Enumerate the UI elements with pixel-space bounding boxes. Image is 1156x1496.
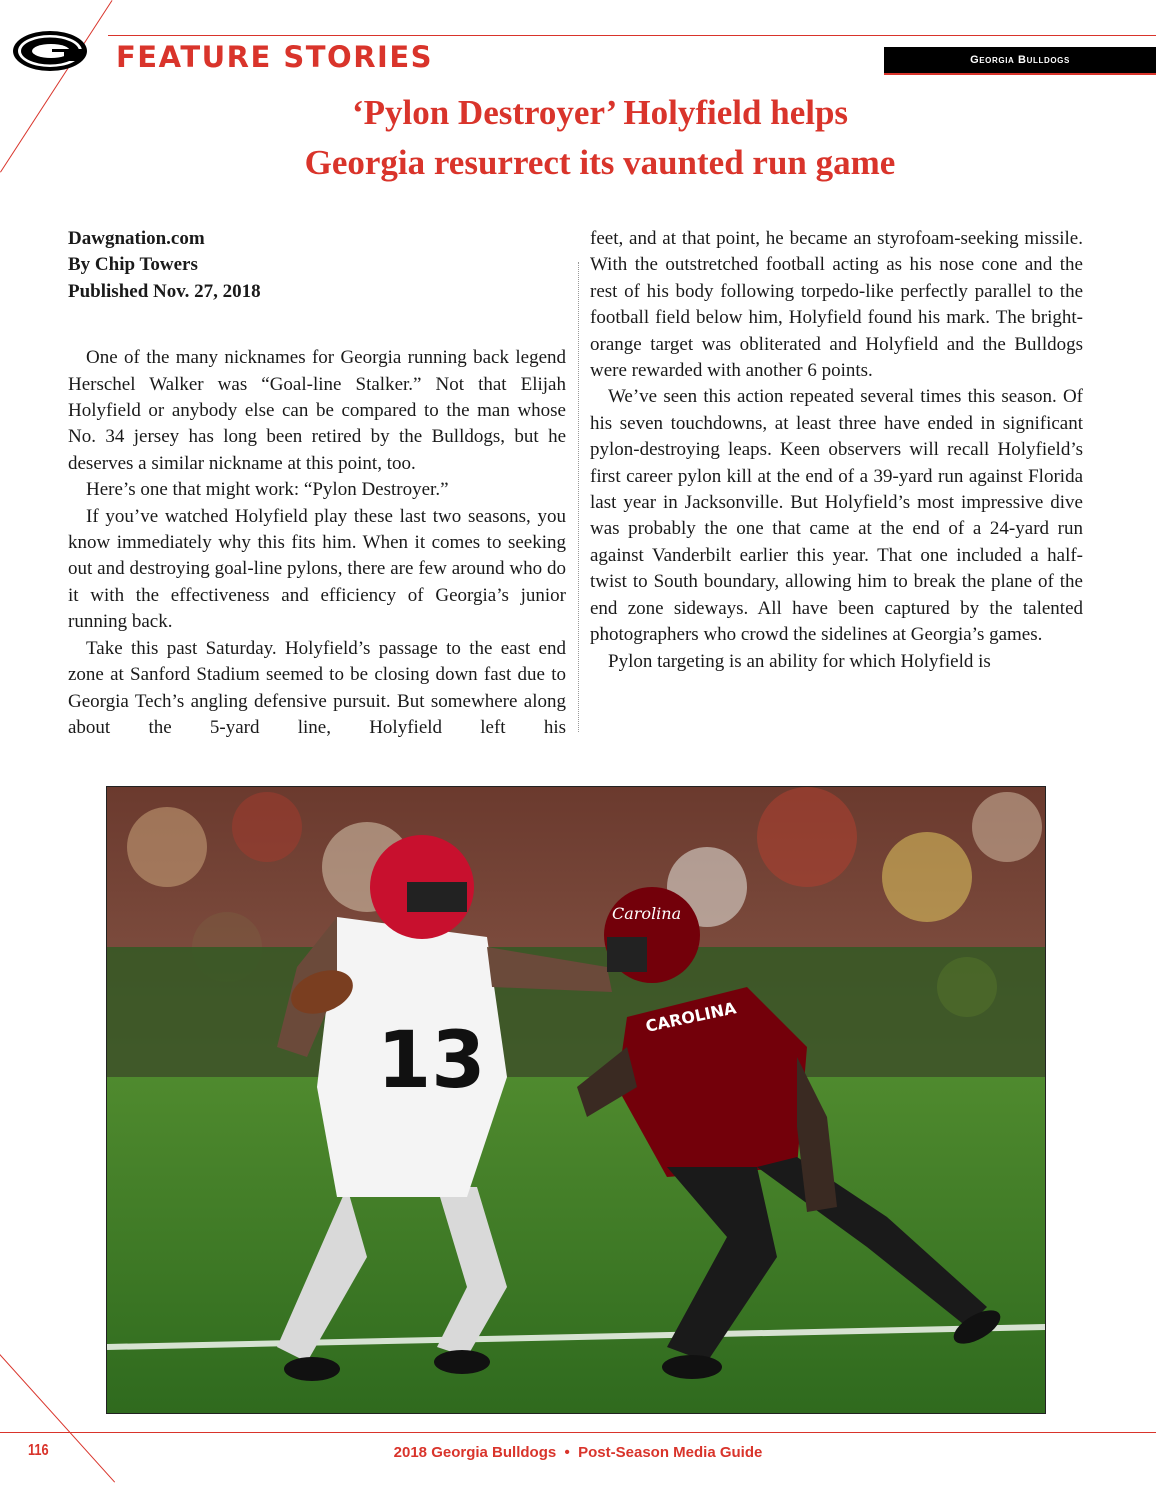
section-title: FEATURE STORIES	[116, 40, 434, 74]
headline-line-1: ‘Pylon Destroyer’ Holyfield helps	[351, 93, 849, 132]
game-photo	[106, 786, 1046, 1414]
byline-source: Dawgnation.com	[68, 228, 205, 249]
byline-author: By Chip Towers	[68, 254, 198, 276]
paragraph: One of the many nicknames for Georgia running back legend Herschel Walker was “Goal-line Stalker.” Not that Elijah Holyfield or anybody else can be compared to the man whose No. 34 jersey has long been retired by the Bulldogs, but he deserves a similar nickname at this point, too.	[68, 347, 566, 474]
defender-helmet-text: Carolina	[612, 904, 682, 923]
game-photo-illustration	[107, 787, 1046, 1414]
corner-accent-line-bottom	[0, 1354, 115, 1482]
georgia-g-logo-icon	[12, 30, 88, 72]
paragraph: If you’ve watched Holyfield play these last two seasons, you know immediately why this fits him. When it comes to seeking out and destroying goal-line pylons, there are few around who do it with the effectiveness and efficiency of Georgia’s junior running back.	[68, 505, 566, 633]
paragraph: We’ve seen this action repeated several times this season. Of his seven touchdowns, at least three have ended in significant pylon-destroying leaps. Keen observers will recall Holyfield’s first career pylon kill at the end of a 39-yard run against Florida last year in Jacksonville. But Holyfield’s most impressive dive was probably the one that came at the end of a 24-yard run against Vanderbilt earlier this year. That one included a half-twist to South boundary, allowing him to break the plane of the end zone sideways. All have been captured by the talented photographers who crowd the sidelines at Georgia’s games.	[590, 386, 1083, 646]
paragraph: Pylon targeting is an ability for which Holyfield is	[608, 650, 991, 672]
footer-text: 2018 Georgia Bulldogs • Post-Season Media Guide	[393, 1444, 763, 1461]
paragraph-continuation: feet, and at that point, he became an styrofoam-seeking missile. With the outstretched football acting as his nose cone and the rest of his body following torpedo-like perfectly parallel to the football field below him, Holyfield found his mark. The bright-orange target was obliterated and Holyfield and the Bulldogs were rewarded with another 6 points.	[590, 228, 1083, 382]
article-headline	[150, 88, 1050, 188]
page-number: 116	[28, 1442, 49, 1459]
header-rule	[108, 35, 1156, 36]
headline-line-2: Georgia resurrect its vaunted run game	[304, 143, 896, 182]
corner-accent-line-top	[0, 0, 112, 172]
team-bar-underline	[884, 73, 1156, 75]
column-divider	[578, 262, 579, 732]
footer-rule	[0, 1432, 1156, 1433]
team-label-bar: Georgia Bulldogs	[884, 47, 1156, 73]
defender-jersey-text: CAROLINA	[643, 998, 738, 1036]
byline-date: Published Nov. 27, 2018	[68, 280, 261, 302]
paragraph: Take this past Saturday. Holyfield’s passage to the east end zone at Sanford Stadium seemed to be closing down fast due to Georgia Tech’s angling defensive pursuit. But somewhere along about the 5-yard line, Holyfield left his	[68, 637, 566, 738]
article-column-2	[590, 226, 1083, 675]
article-column-1	[68, 226, 566, 741]
byline	[68, 226, 566, 305]
paragraph: Here’s one that might work: “Pylon Destroyer.”	[86, 479, 449, 501]
runner-jersey-number: 13	[377, 1016, 486, 1106]
